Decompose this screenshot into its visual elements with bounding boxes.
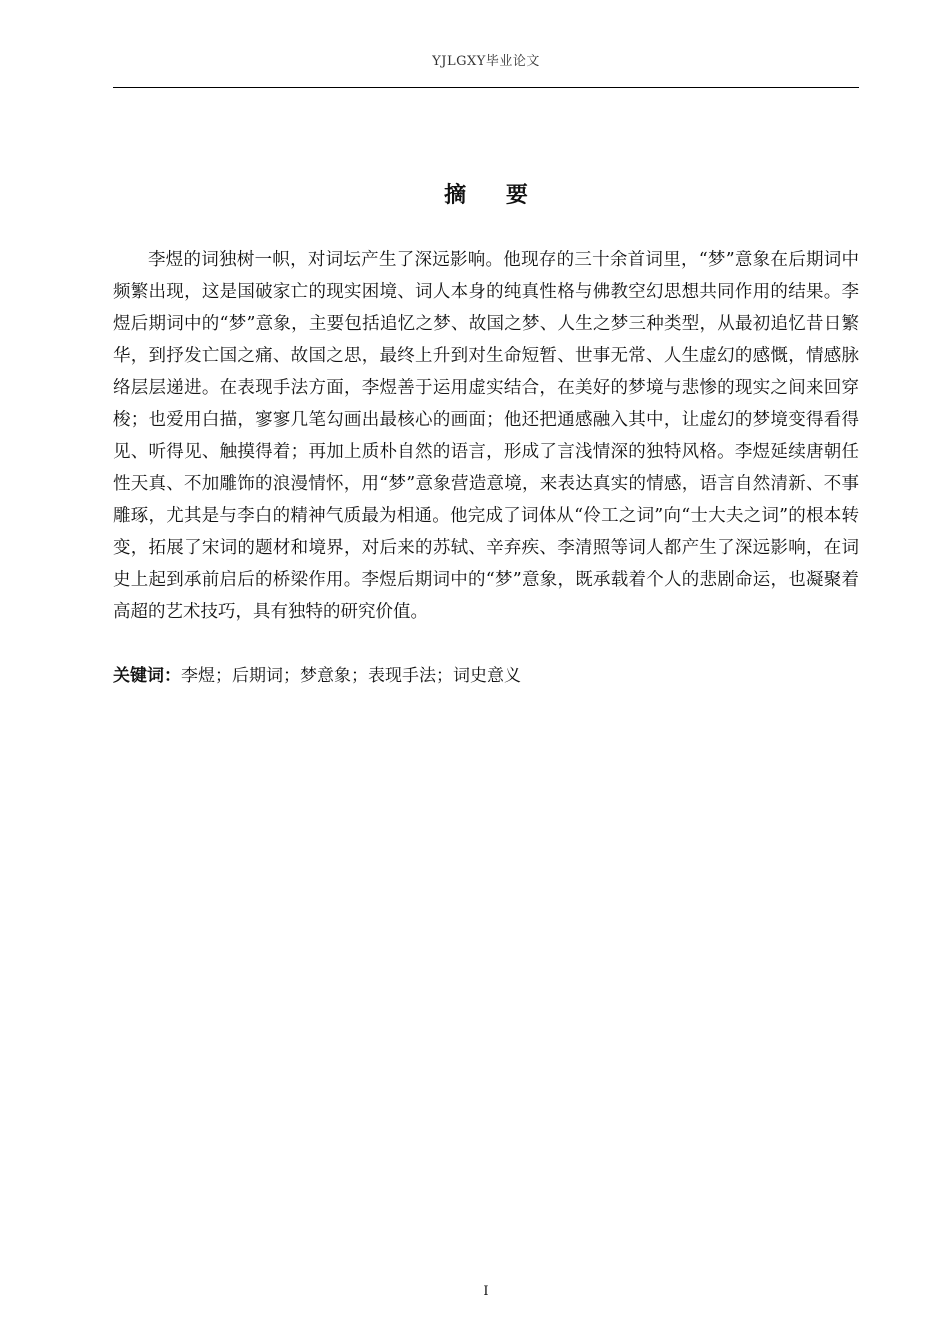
- abstract-body: 李煜的词独树一帜，对词坛产生了深远影响。他现存的三十余首词里，“梦”意象在后期词中频繁出现，这是国破家亡的现实困境、词人本身的纯真性格与佛教空幻思想共同作用的结果。李煜后期词中的“梦”意象，主要包括追忆之梦、故国之梦、人生之梦三种类型，从最初追忆昔日繁华，到抒发亡国之痛、故国之思，最终上升到对生命短暂、世事无常、人生虚幻的感慨，情感脉络层层递进。在表现手法方面，李煜善于运用虚实结合，在美好的梦境与悲惨的现实之间来回穿梭；也爱用白描，寥寥几笔勾画出最核心的画面；他还把通感融入其中，让虚幻的梦境变得看得见、听得见、触摸得着；再加上质朴自然的语言，形成了言浅情深的独特风格。李煜延续唐朝任性天真、不加雕饰的浪漫情怀，用“梦”意象营造意境，来表达真实的情感，语言自然清新、不事雕琢，尤其是与李白的精神气质最为相通。他完成了词体从“伶工之词”向“士大夫之词”的根本转变，拓展了宋词的题材和境界，对后来的苏轼、辛弃疾、李清照等词人都产生了深远影响，在词史上起到承前启后的桥梁作用。李煜后期词中的“梦”意象，既承载着个人的悲剧命运，也凝聚着高超的艺术技巧，具有独特的研究价值。: [113, 250, 859, 622]
- keywords-line: [113, 660, 859, 692]
- abstract-title: 摘 要: [444, 182, 544, 208]
- keywords-label: 关键词：: [113, 666, 181, 686]
- running-header: YJLGXY毕业论文: [432, 54, 540, 69]
- header-divider: [113, 87, 859, 88]
- keywords-value: 李煜；后期词；梦意象；表现手法；词史意义: [181, 666, 521, 686]
- page-number: I: [483, 1284, 489, 1299]
